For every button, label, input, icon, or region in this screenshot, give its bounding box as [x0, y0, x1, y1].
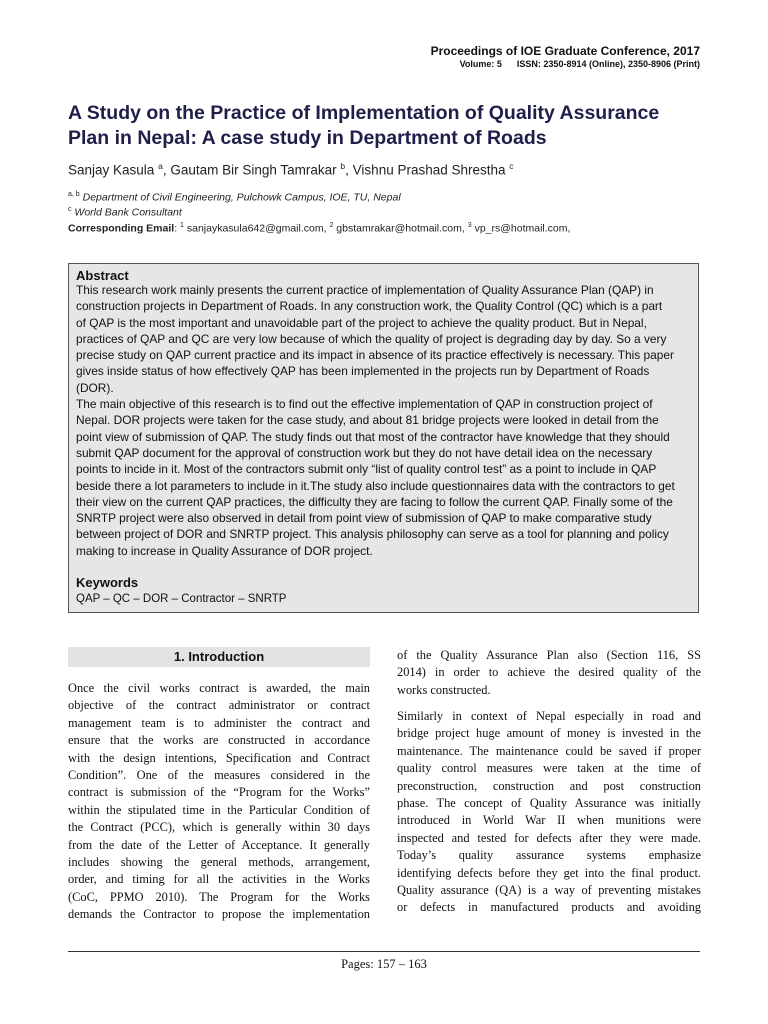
abstract-line: construction projects in Department of Roads. In any construction work, the Quality Control (QC) which is a part: [76, 299, 663, 314]
keywords-heading: Keywords: [76, 575, 139, 590]
author-list: Sanjay Kasula $^a$, Gautam Bir Singh Tamrakar $^b$, Vishnu Prashad Shrestha $^c$: [68, 161, 514, 178]
abstract-line: making to increase in Quality Assurance of DOR project.: [76, 543, 373, 558]
affiliation-sup: c: [68, 206, 72, 213]
author-sup: c: [509, 161, 514, 171]
body-line: preconstruction, construction and post construction: [397, 778, 701, 793]
corresponding-email-label: Corresponding Email: [68, 222, 175, 235]
body-line: includes showing the general methods, arrangement,: [68, 855, 370, 870]
email-sup: 3: [467, 222, 472, 229]
body-line: quality control measures were taken at the time of: [397, 761, 701, 776]
body-line: maintenance. The maintenance could be saved if proper: [397, 743, 701, 758]
abstract-line: their view on the current QAP practices, the difficulty they are facing to follow the current QAP. Finally some of the: [76, 494, 673, 509]
body-line: identifying defects before they get into the final product.: [397, 865, 701, 880]
affiliation-text: World Bank Consultant: [74, 206, 182, 219]
email-sup: 2: [329, 222, 334, 229]
body-line: bridge project huge amount of money is invested in the: [397, 726, 701, 741]
affiliation-ab: [68, 191, 401, 204]
body-line: works constructed.: [397, 682, 491, 697]
body-line: (CoC, PPMO 2010). The Program for the Works: [68, 889, 370, 904]
section-heading-introduction: 1. Introduction: [173, 649, 265, 664]
keywords-text: QAP – QC – DOR – Contractor – SNRTP: [76, 593, 287, 605]
intro-left-column: [68, 680, 370, 924]
abstract-line: SNRTP project were also observed in detail from point view of submission of QAP to make comparative study: [76, 511, 652, 526]
abstract-line: between project of DOR and SNRTP project. This analysis philosophy can serve as a tool for planning and policy: [76, 527, 669, 542]
abstract-line: points to incide in it. Most of the contractors submit only “list of quality control test” as a point to include in QAP: [76, 462, 657, 477]
body-line: with the design intentions, Specification and Contract: [68, 750, 370, 765]
corresponding-email: Corresponding Email: $^1$ sanjaykasula642@gmail.com, $^2$ gbstamrakar@hotmail.com, $^3$ vp_rs@hotmail.com,: [68, 222, 571, 235]
abstract-line: practices of QAP and QC are very low because of which the quality of project is degrading day by day. So a very: [76, 331, 667, 346]
affiliation-text: Department of Civil Engineering, Pulchowk Campus, IOE, TU, Nepal: [82, 191, 401, 204]
body-line: Condition”. One of the measures considered in the: [68, 768, 370, 783]
abstract-line: (DOR).: [76, 380, 114, 395]
author-name: Vishnu Prashad Shrestha: [352, 162, 506, 178]
affiliation-sup: a, b: [68, 191, 80, 198]
body-line: inspected and tested for defects after they were made.: [397, 830, 701, 845]
page-range: Pages: 157 – 163: [341, 957, 427, 971]
body-line: ensure that the works are constructed in accordance: [68, 733, 370, 748]
footer-divider: [68, 951, 700, 952]
body-line: management team is to administer the contract and: [68, 715, 370, 730]
abstract-line: Nepal. DOR projects were taken for the case study, and about 81 bridge projects were looked in detail from the: [76, 413, 659, 428]
author-sup: a: [158, 161, 163, 171]
abstract-line: point view of submission of QAP. The study finds out that most of the contractor have knowledge that they should: [76, 429, 670, 444]
author-sup: b: [340, 161, 346, 171]
abstract-paragraph-2: [76, 396, 694, 559]
body-line: Once the civil works contract is awarded, the main: [68, 681, 370, 695]
abstract-line: This research work mainly presents the current practice of implementation of Quality Assurance Plan (QAP) in: [76, 283, 654, 297]
abstract-heading: Abstract: [76, 268, 129, 283]
body-line: introduced in World War II when munitions were: [397, 813, 701, 828]
abstract-line: submit QAP document for the approval of construction work but they do not have detail idea on the necessary: [76, 445, 653, 460]
body-line: or defects in manufactured products and avoiding: [397, 900, 701, 915]
abstract-line: of QAP is the most important and unavoidable part of the project to achieve the quality product. But in Nepal,: [76, 315, 647, 330]
abstract-body: [76, 282, 694, 559]
intro-right-paragraph-1: [397, 647, 701, 699]
proceedings-title: Proceedings of IOE Graduate Conference, 2017: [430, 44, 700, 58]
volume-label: Volume: 5: [459, 59, 502, 69]
body-line: order, and timing for all the activities in the Works: [68, 872, 370, 887]
proceedings-meta: [460, 59, 700, 69]
intro-right-paragraph-2: [397, 708, 701, 917]
body-line: from the date of the Letter of Acceptance. It generally: [68, 837, 370, 852]
body-line: within the stipulated time in the Particular Condition of: [68, 802, 370, 817]
body-line: of the Quality Assurance Plan also (Section 116, SS: [397, 648, 701, 662]
abstract-line: precise study on QAP current practice and its impact in absence of its practice effectively is necessary. This paper: [76, 348, 674, 363]
email-link[interactable]: sanjaykasula642@gmail.com,: [186, 222, 327, 235]
abstract-line: beside there a lot parameters to include in it.The study also include questionnaires data with the contractors to get: [76, 478, 675, 493]
body-line: 2014) in order to achieve the desired quality of the: [397, 665, 701, 680]
email-link[interactable]: gbstamrakar@hotmail.com,: [336, 222, 465, 235]
body-line: Similarly in context of Nepal especially in road and: [397, 709, 701, 723]
abstract-paragraph-1: [76, 282, 694, 396]
abstract-line: The main objective of this research is to find out the effective implementation of QAP in construction project of: [76, 397, 653, 412]
author-name: Sanjay Kasula: [68, 162, 155, 178]
author-name: Gautam Bir Singh Tamrakar: [170, 162, 337, 178]
email-link[interactable]: vp_rs@hotmail.com,: [474, 222, 571, 235]
body-line: demands the Contractor to propose the implementation: [68, 907, 370, 922]
body-line: Quality assurance (QA) is a way of preventing mistakes: [397, 883, 701, 898]
body-line: Today’s quality assurance systems emphasize: [397, 848, 701, 863]
paper-title: [68, 101, 708, 151]
email-sup: 1: [180, 222, 184, 229]
issn-label: ISSN: 2350-8914 (Online), 2350-8906 (Print): [516, 59, 700, 69]
body-line: the Contract (PCC), which is generally within 30 days: [68, 820, 370, 835]
body-line: phase. The concept of Quality Assurance was initially: [397, 796, 701, 811]
abstract-line: gives inside status of how effectively QAP has been implemented in the projects run by Department of Roads: [76, 364, 650, 379]
paper-title-line: A Study on the Practice of Implementation of Quality Assurance: [68, 102, 660, 124]
paper-title-line: Plan in Nepal: A case study in Department of Roads: [68, 127, 547, 149]
body-line: contract is submission of the “Program for the Works”: [68, 785, 370, 800]
body-line: objective of the contract administrator or contract: [68, 698, 370, 713]
affiliation-c: [68, 206, 182, 219]
